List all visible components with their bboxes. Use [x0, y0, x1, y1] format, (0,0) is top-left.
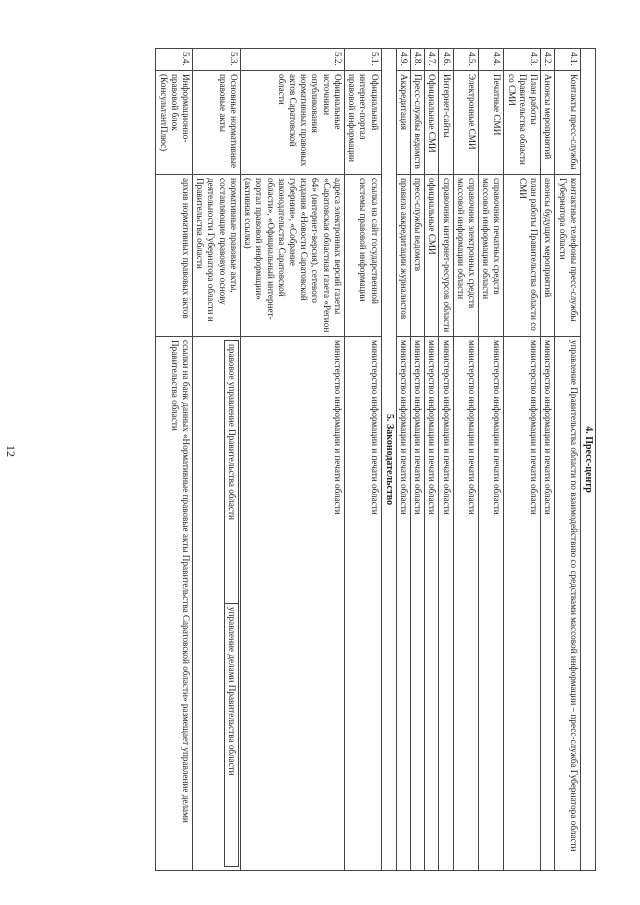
- row-number: 5.2.: [240, 49, 344, 71]
- row-description: нормативные правовые акты, составляющие правовую основу деятельности Губернатора области и Правительства области: [193, 175, 241, 337]
- document-table: [155, 48, 596, 871]
- row-number: 5.1.: [344, 49, 381, 71]
- row-name: Информационно-правовой блок (КонсультантПлюс): [156, 71, 193, 175]
- table-row: [344, 49, 381, 871]
- row-number: 4.2.: [541, 49, 555, 71]
- table-row: [193, 49, 241, 871]
- row-description: план работы Правительства области со СМИ: [504, 175, 541, 337]
- row-description: справочник электронных средств массовой информации области: [453, 175, 478, 337]
- table-row: [240, 49, 344, 871]
- row-name: Печатные СМИ: [479, 71, 504, 175]
- row-description: пресс-службы ведомств: [410, 175, 424, 337]
- row-name: Анонсы мероприятий: [541, 71, 555, 175]
- row-description: официальные СМИ: [425, 175, 439, 337]
- row-name: Контакты пресс-службы: [555, 71, 580, 175]
- table-row: [425, 49, 439, 871]
- row-responsible: управление Правительства области по взаимодействию со средствами массовой информации – пресс-служба Губернатора области: [555, 337, 580, 871]
- row-name: План работы Правительства области со СМИ: [504, 71, 541, 175]
- row-number: 4.6.: [439, 49, 453, 71]
- table-row: [453, 49, 478, 871]
- table-row: [156, 49, 193, 871]
- row-name: Основные нормативные правовые акты: [193, 71, 241, 175]
- row-responsible: министерство информации и печати области: [439, 337, 453, 871]
- row-responsible: [193, 337, 241, 871]
- row-name: Пресс-службы ведомств: [410, 71, 424, 175]
- responsible-primary: правовое управление Правительства области: [224, 341, 238, 604]
- row-description: правила аккредитации журналистов: [396, 175, 410, 337]
- row-description: контактные телефоны пресс-службы Губернатора области: [555, 175, 580, 337]
- row-responsible: министерство информации и печати области: [541, 337, 555, 871]
- row-number: 4.9.: [396, 49, 410, 71]
- row-name: Интернет-сайты: [439, 71, 453, 175]
- row-responsible: министерство информации и печати области: [396, 337, 410, 871]
- row-description: справочник печатных средств массовой информации области: [479, 175, 504, 337]
- row-name: Официальные источники опубликования нормативных правовых актов Саратовской области: [240, 71, 344, 175]
- row-description: адреса электронных версий газеты «Саратовская областная газета «Регион 64» (интернет-версия), сетевого издания «Новости Саратовской губернии», «Собрание законодательства Саратовской области», «Официальный интернет-портал правовой информации» (активная ссылка): [240, 175, 344, 337]
- row-number: 4.5.: [453, 49, 478, 71]
- row-responsible: ссылки на банк данных «Нормативные правовые акты Правительства Саратовской области» размещает управление делами Правительства области: [156, 337, 193, 871]
- row-name: Аккредитация: [396, 71, 410, 175]
- row-description: справочник интернет-ресурсов области: [439, 175, 453, 337]
- table-row: [541, 49, 555, 871]
- row-responsible: министерство информации и печати области: [453, 337, 478, 871]
- section-title: 4. Пресс-центр: [580, 49, 595, 871]
- row-number: 4.7.: [425, 49, 439, 71]
- table-row: [410, 49, 424, 871]
- split-responsible: [224, 340, 239, 867]
- section-title: 5. Законодательство: [381, 49, 396, 871]
- row-responsible: министерство информации и печати области: [504, 337, 541, 871]
- table-row: [439, 49, 453, 871]
- row-responsible: министерство информации и печати области: [479, 337, 504, 871]
- row-number: 4.1.: [555, 49, 580, 71]
- row-name: Официальные СМИ: [425, 71, 439, 175]
- row-description: архив нормативных правовых актов: [156, 175, 193, 337]
- section-header-row: [580, 49, 595, 871]
- row-responsible: министерство информации и печати области: [344, 337, 381, 871]
- table-row: [504, 49, 541, 871]
- table-row: [396, 49, 410, 871]
- table-row: [555, 49, 580, 871]
- row-number: 5.4.: [156, 49, 193, 71]
- row-number: 4.3.: [504, 49, 541, 71]
- row-name: Электронные СМИ: [453, 71, 478, 175]
- row-responsible: министерство информации и печати области: [410, 337, 424, 871]
- row-description: анонсы будущих мероприятий: [541, 175, 555, 337]
- row-description: ссылка на сайт государственной системы правовой информации: [344, 175, 381, 337]
- row-number: 4.4.: [479, 49, 504, 71]
- row-number: 5.3.: [193, 49, 241, 71]
- responsible-secondary: управление делами Правительства области: [224, 604, 238, 867]
- table-row: [479, 49, 504, 871]
- row-responsible: министерство информации и печати области: [240, 337, 344, 871]
- row-number: 4.8.: [410, 49, 424, 71]
- row-name: Официальный интернет-портал правовой информации: [344, 71, 381, 175]
- row-responsible: министерство информации и печати области: [425, 337, 439, 871]
- page-number: 12: [4, 445, 18, 457]
- section-header-row: [381, 49, 396, 871]
- rotated-page: [155, 48, 596, 870]
